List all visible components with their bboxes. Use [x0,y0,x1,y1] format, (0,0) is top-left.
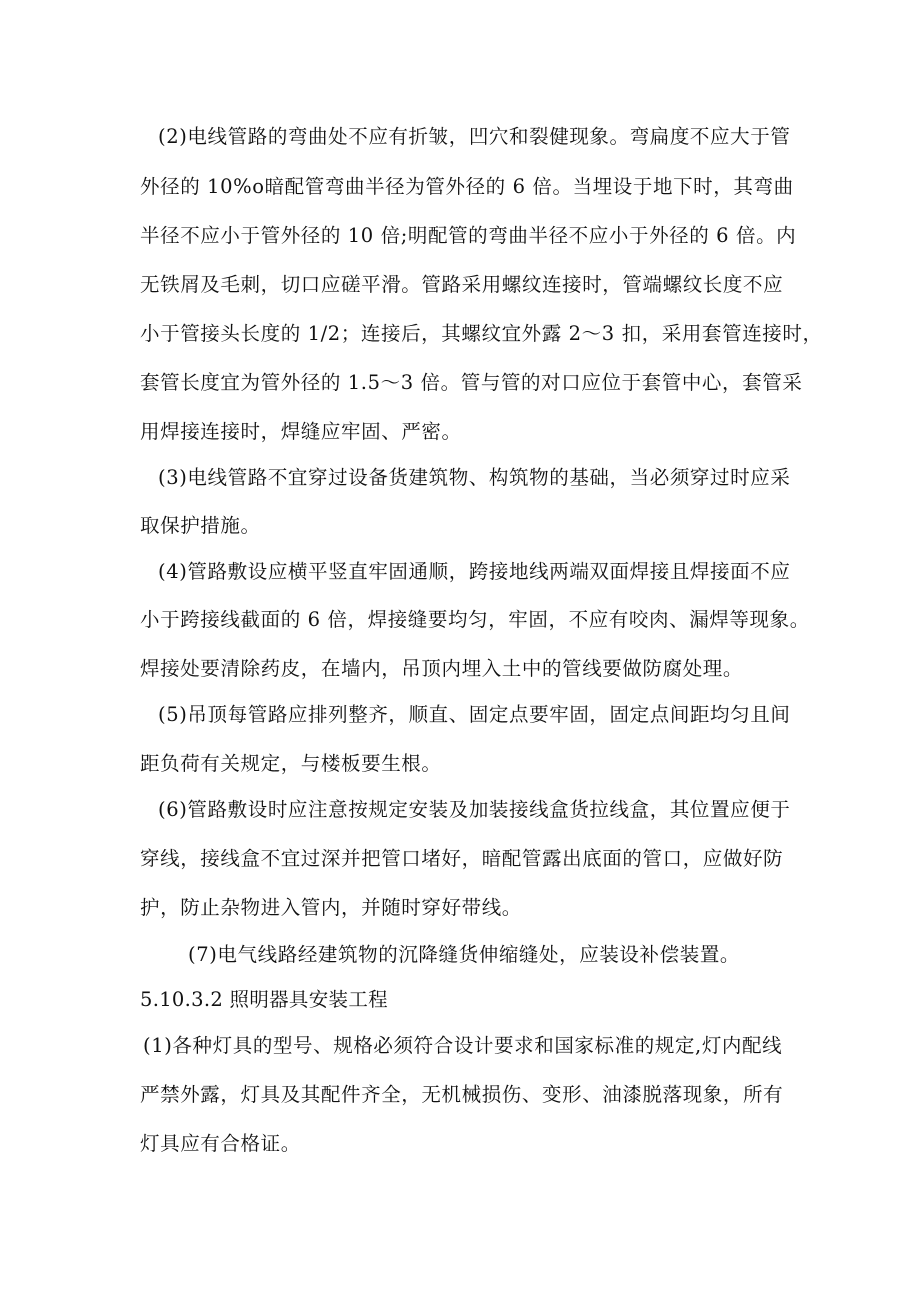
paragraph-2-line-3: 半径不应小于管外径的 10 倍;明配管的弯曲半径不应小于外径的 6 倍。内 [140,224,797,247]
paragraph-4-line-2: 小于跨接线截面的 6 倍，焊接缝要均匀，牢固，不应有咬肉、漏焊等现象。 [140,608,810,631]
paragraph-4-line-1: (4)管路敷设应横平竖直牢固通顺，跨接地线两端双面焊接且焊接面不应 [158,560,791,583]
paragraph-2-line-2: 外径的 10%o暗配管弯曲半径为管外径的 6 倍。当埋设于地下时，其弯曲 [140,175,794,198]
paragraph-6-line-3: 护，防止杂物进入管内，并随时穿好带线。 [140,896,522,919]
paragraph-5-line-1: (5)吊顶每管路应排列整齐，顺直、固定点要牢固，固定点间距均匀且间 [158,703,791,726]
paragraph-5-line-2: 距负荷有关规定，与楼板要生根。 [140,752,442,775]
paragraph-3-line-2: 取保护措施。 [140,514,261,537]
section-paragraph-1-line-3: 灯具应有合格证。 [140,1132,301,1155]
section-paragraph-1-line-1: (1)各种灯具的型号、规格必须符合设计要求和国家标准的规定,灯内配线 [143,1034,783,1057]
paragraph-2-line-7: 用焊接连接时，焊缝应牢固、严密。 [140,420,462,443]
paragraph-6-line-1: (6)管路敷设时应注意按规定安装及加装接线盒货拉线盒，其位置应便于 [158,798,791,821]
paragraph-2-line-5: 小于管接头长度的 1/2；连接后，其螺纹宜外露 2～3 扣，采用套管连接时， [140,322,823,345]
paragraph-2-line-4: 无铁屑及毛刺，切口应磋平滑。管路采用螺纹连接时，管端螺纹长度不应 [140,273,784,296]
paragraph-7-line-1: (7)电气线路经建筑物的沉降缝货伸缩缝处，应装设补偿装置。 [188,943,741,966]
paragraph-2-line-1: (2)电线管路的弯曲处不应有折皱，凹穴和裂健现象。弯扁度不应大于管 [158,125,791,148]
paragraph-2-line-6: 套管长度宜为管外径的 1.5～3 倍。管与管的对口应位于套管中心，套管采 [140,371,803,394]
paragraph-3-line-1: (3)电线管路不宜穿过设备货建筑物、构筑物的基础，当必须穿过时应采 [158,466,791,489]
section-paragraph-1-line-2: 严禁外露，灯具及其配件齐全，无机械损伤、变形、油漆脱落现象，所有 [140,1083,784,1106]
paragraph-4-line-3: 焊接处要清除药皮，在墙内，吊顶内埋入土中的管线要做防腐处理。 [140,657,744,680]
paragraph-6-line-2: 穿线，接线盒不宜过深并把管口堵好，暗配管露出底面的管口，应做好防 [140,847,784,870]
section-heading: 5.10.3.2 照明器具安装工程 [140,988,388,1011]
